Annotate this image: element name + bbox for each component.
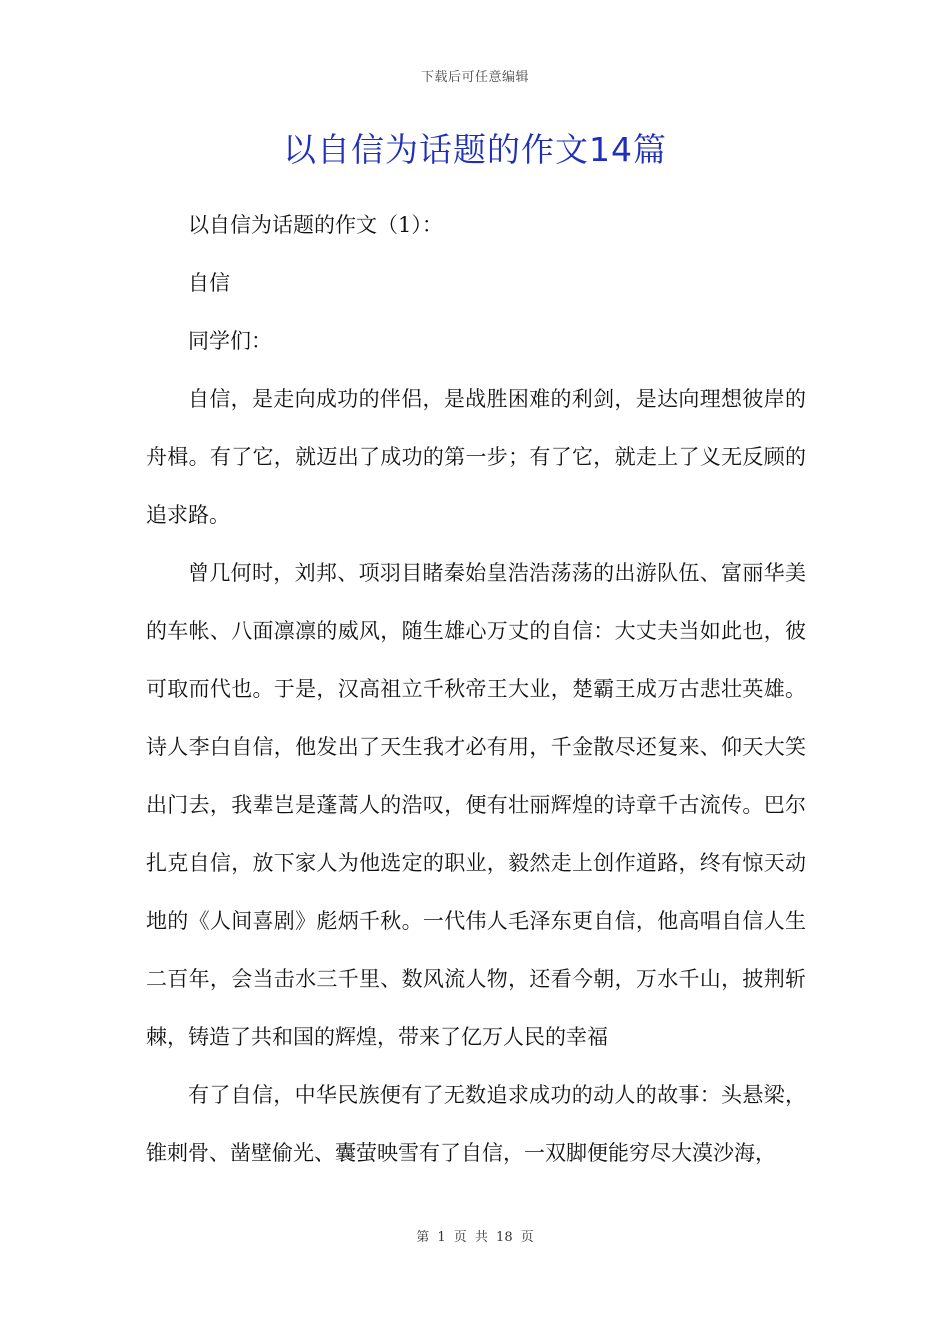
paragraph-essay-title: 自信	[188, 271, 230, 295]
paragraph-salutation: 同学们：	[188, 329, 272, 353]
page-number-footer: 第 1 页 共 18 页	[416, 1230, 534, 1245]
paragraph-body: 有了自信，中华民族便有了无数追求成功的动人的故事：头悬梁，锥刺骨、凿壁偷光、囊萤映雪有了自信，一双脚便能穷尽大漠沙海，	[146, 1083, 806, 1165]
document-body	[146, 196, 806, 1182]
paragraph-body: 曾几何时，刘邦、项羽目睹秦始皇浩浩荡荡的出游队伍、富丽华美的车帐、八面凛凛的威风，随生雄心万丈的自信：大丈夫当如此也，彼可取而代也。于是，汉高祖立千秋帝王大业，楚霸王成万古悲壮英雄。诗人李白自信，他发出了天生我才必有用，千金散尽还复来、仰天大笑出门去，我辈岂是蓬蒿人的浩叹，便有壮丽辉煌的诗章千古流传。巴尔扎克自信，放下家人为他选定的职业，毅然走上创作道路，终有惊天动地的《人间喜剧》彪炳千秋。一代伟人毛泽东更自信，他高唱自信人生二百年，会当击水三千里、数风流人物，还看今朝，万水千山，披荆斩棘，铸造了共和国的辉煌，带来了亿万人民的幸福	[146, 561, 806, 1049]
paragraph-body: 自信，是走向成功的伴侣，是战胜困难的利剑，是达向理想彼岸的舟楫。有了它，就迈出了成功的第一步；有了它，就走上了义无反顾的追求路。	[146, 387, 806, 527]
document-title: 以自信为话题的作文14篇	[283, 130, 667, 169]
header-note: 下载后可任意编辑	[420, 70, 529, 85]
paragraph-essay-heading: 以自信为话题的作文（1）：	[188, 213, 443, 237]
